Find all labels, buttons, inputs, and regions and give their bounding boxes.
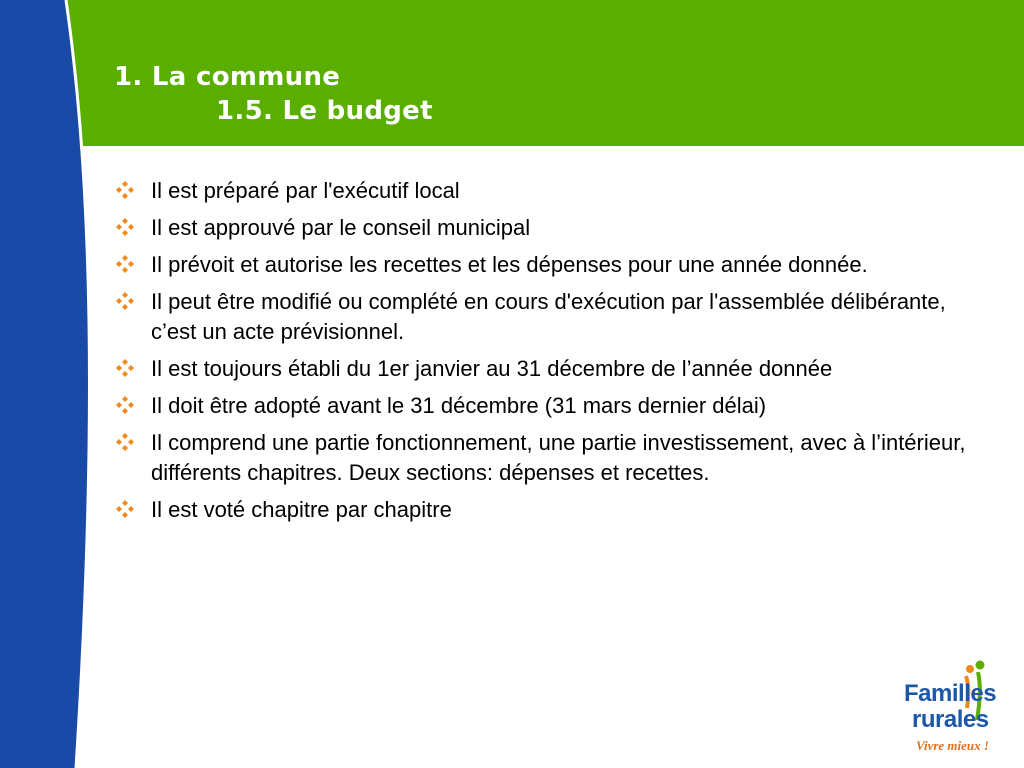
bullet-item [116, 428, 996, 488]
bullet-text: Il est préparé par l'exécutif local [151, 178, 460, 203]
bullet-item [116, 354, 996, 384]
bullet-text: Il est voté chapitre par chapitre [151, 497, 452, 522]
bullet-item [116, 213, 996, 243]
bullet-text: Il prévoit et autorise les recettes et les dépenses pour une année donnée. [151, 252, 868, 277]
logo-tagline: Vivre mieux ! [916, 738, 989, 753]
diamond-bullet-icon [116, 255, 134, 273]
diamond-bullet-icon [116, 433, 134, 451]
diamond-bullet-icon [116, 396, 134, 414]
bullet-item [116, 250, 996, 280]
bullet-text: Il comprend une partie fonctionnement, une partie investissement, avec à l’intérieur, différents chapitres. Deux sections: dépenses et recettes. [151, 430, 966, 485]
bullet-item [116, 391, 996, 421]
bullet-text: Il peut être modifié ou complété en cours d'exécution par l'assemblée délibérante, c’est un acte prévisionnel. [151, 289, 946, 344]
slide-title [114, 60, 433, 128]
diamond-bullet-icon [116, 218, 134, 236]
blue-left-band [0, 0, 89, 768]
diamond-bullet-icon [116, 359, 134, 377]
bullet-text: Il est approuvé par le conseil municipal [151, 215, 531, 240]
bullet-item [116, 495, 996, 525]
logo-word-rurales: rurales [912, 706, 989, 733]
bullet-list [116, 176, 996, 532]
bullet-text: Il est toujours établi du 1er janvier au 31 décembre de l’année donnée [151, 356, 833, 381]
title-line-2: 1.5. Le budget [216, 96, 433, 126]
diamond-bullet-icon [116, 181, 134, 199]
title-line-1: 1. La commune [114, 62, 341, 92]
bullet-text: Il doit être adopté avant le 31 décembre (31 mars dernier délai) [151, 393, 767, 418]
bullet-item [116, 176, 996, 206]
diamond-bullet-icon [116, 292, 134, 310]
bullet-item [116, 287, 996, 347]
familles-rurales-logo [900, 658, 1010, 762]
diamond-bullet-icon [116, 500, 134, 518]
logo-word-familles: Familles [904, 680, 997, 707]
